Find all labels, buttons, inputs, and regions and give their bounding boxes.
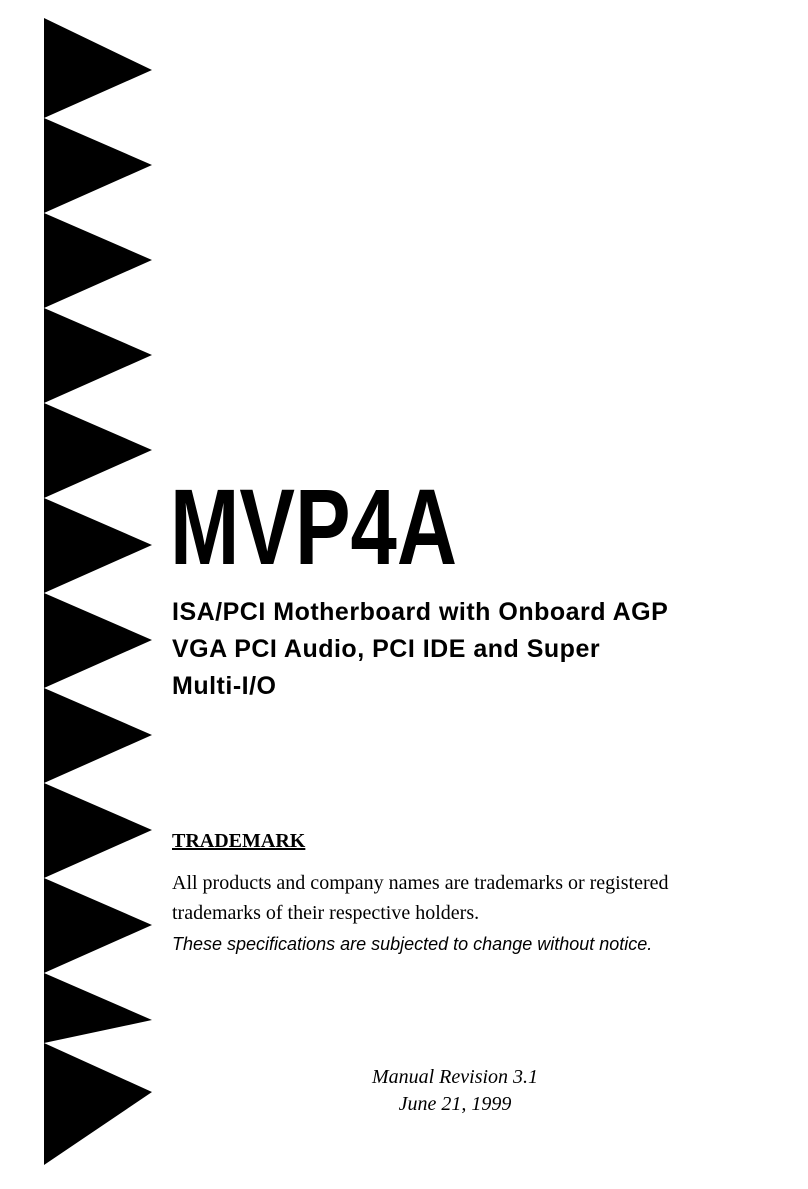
trademark-line: trademarks of their respective holders.	[172, 902, 480, 924]
product-description	[172, 594, 792, 705]
trademark-body	[172, 868, 772, 928]
revision-block	[300, 1064, 610, 1118]
model-name: MVP4A	[170, 470, 457, 570]
product-title	[170, 470, 590, 570]
trademark-line: All products and company names are trademarks or registered	[172, 872, 669, 894]
description-line: VGA PCI Audio, PCI IDE and Super	[172, 635, 601, 663]
description-line: Multi-I/O	[172, 672, 277, 700]
sawtooth-border-decoration	[0, 0, 160, 1189]
change-notice: These specifications are subjected to change without notice.	[172, 934, 653, 954]
product-title-graphic	[170, 470, 590, 570]
trademark-heading: TRADEMARK	[172, 830, 306, 852]
revision-label: Manual Revision 3.1	[371, 1066, 539, 1088]
description-line: ISA/PCI Motherboard with Onboard AGP	[172, 598, 669, 626]
revision-date: June 21, 1999	[398, 1093, 512, 1115]
